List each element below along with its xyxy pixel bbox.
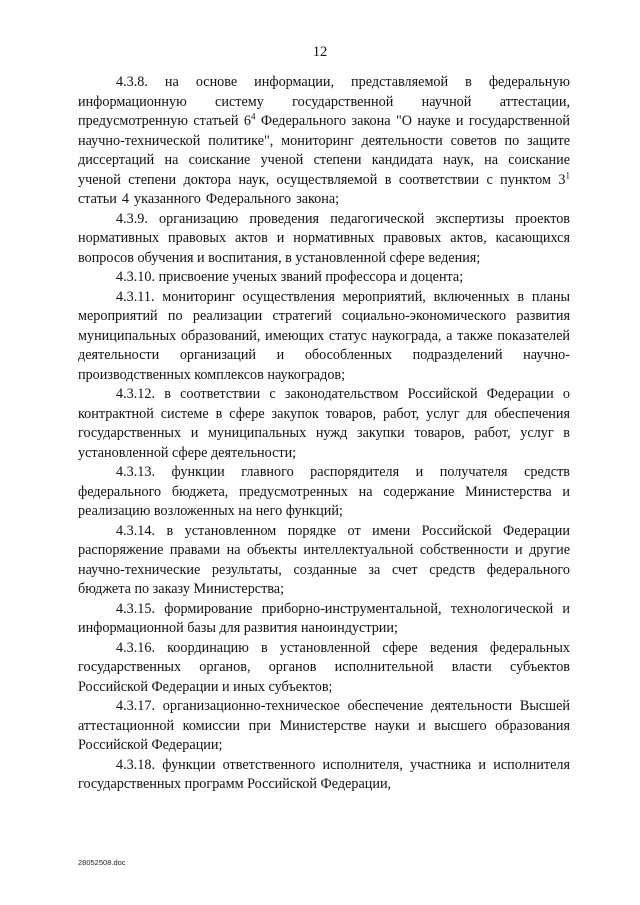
paragraph-4-3-16: 4.3.16. координацию в установленной сфере ведения федеральных государственных органов, органов исполнительной власти субъектов Российской Федерации и иных субъектов;	[78, 639, 570, 695]
paragraph-4-3-10: 4.3.10. присвоение ученых званий профессора и доцента;	[116, 269, 464, 285]
document-body	[78, 73, 570, 795]
paragraph-4-3-18: 4.3.18. функции ответственного исполнителя, участника и исполнителя государственных программ Российской Федерации,	[78, 756, 570, 792]
paragraph-4-3-11: 4.3.11. мониторинг осуществления мероприятий, включенных в планы мероприятий по реализации стратегий социально-экономического развития муниципальных образований, имеющих статус наукограда, а также показателей деятельности организаций и обособленных подразделений научно-производственных комплексов наукоградов;	[78, 288, 570, 383]
paragraph-4-3-8	[78, 73, 570, 210]
paragraph-4-3-14: 4.3.14. в установленном порядке от имени Российской Федерации распоряжение правами на объекты интеллектуальной собственности и другие научно-технические результаты, созданные за счет средств федерального бюджета по заказу Министерства;	[78, 522, 570, 597]
page-number: 12	[312, 44, 328, 60]
paragraph-4-3-9: 4.3.9. организацию проведения педагогической экспертизы проектов нормативных правовых актов и нормативных правовых актов, касающихся вопросов обучения и воспитания, в установленной сфере ведения;	[78, 210, 570, 266]
paragraph-4-3-15: 4.3.15. формирование приборно-инструментальной, технологической и информационной базы для развития наноиндустрии;	[78, 600, 570, 636]
paragraph-text: Федерального закона "О науке и государственной научно-технической политике", мониторинг деятельности советов по защите диссертаций на соискание ученой степени кандидата наук, на соискание ученой степени доктора наук, осуществляемой в соответствии с пунктом 3	[78, 113, 571, 188]
paragraph-text: статьи 4 указанного Федерального закона;	[78, 191, 340, 207]
paragraph-text: 4.3.8. на основе информации, представляемой в федеральную информационную систему государственной научной аттестации, предусмотренную статьей 6	[78, 74, 570, 129]
paragraph-4-3-17: 4.3.17. организационно-техническое обеспечение деятельности Высшей аттестационной комиссии при Министерстве науки и высшего образования Российской Федерации;	[78, 698, 570, 753]
superscript: 1	[565, 169, 570, 180]
footer-filename: 28052508.doc	[78, 858, 126, 867]
paragraph-4-3-13: 4.3.13. функции главного распорядителя и получателя средств федерального бюджета, предусмотренных на содержание Министерства и реализацию возложенных на него функций;	[78, 464, 570, 519]
paragraph-4-3-12: 4.3.12. в соответствии с законодательством Российской Федерации о контрактной системе в сфере закупок товаров, работ, услуг для обеспечения государственных и муниципальных нужд закупки товаров, работ, услуг в установленной сфере деятельности;	[78, 386, 570, 461]
superscript: 4	[251, 111, 256, 122]
